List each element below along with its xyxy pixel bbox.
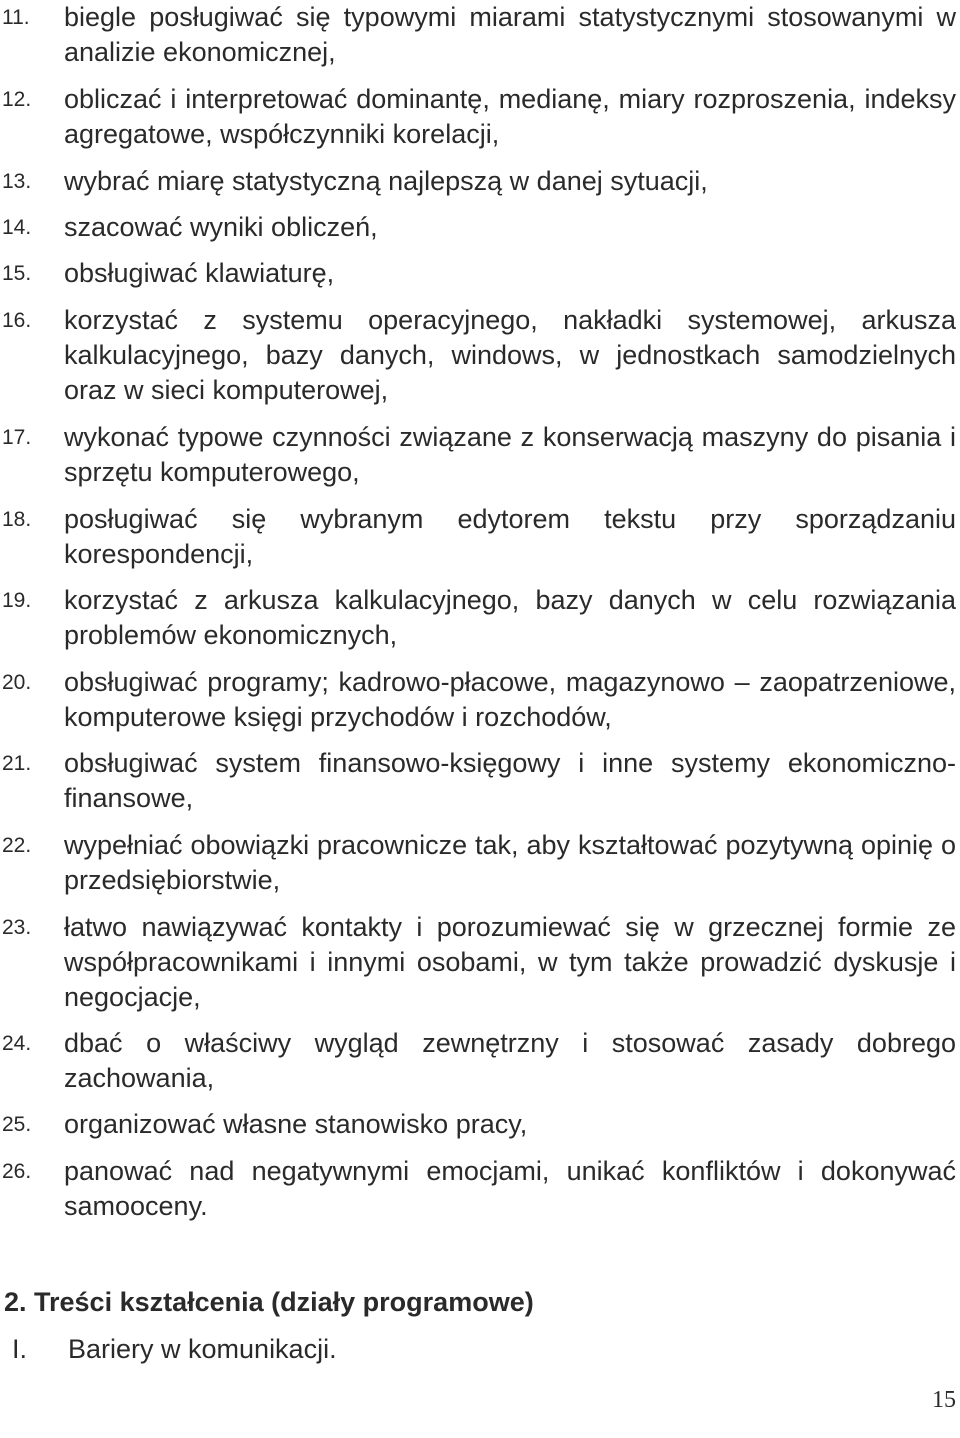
item-number: 13. <box>2 170 32 193</box>
item-number: 20. <box>2 671 32 694</box>
item-number: 19. <box>2 589 32 612</box>
item-text: szacować wyniki obliczeń, <box>64 212 378 242</box>
subsection-item <box>12 1332 337 1367</box>
item-text: dbać o właściwy wygląd zewnętrzny i stosować zasady dobrego zachowania, <box>64 1028 956 1093</box>
item-number: 17. <box>2 426 32 449</box>
item-number: 18. <box>2 508 32 531</box>
item-text: posługiwać się wybranym edytorem tekstu przy sporządzaniu korespondencji, <box>64 504 956 569</box>
item-text: obliczać i interpretować dominantę, medianę, miary rozproszenia, indeksy agregatowe, współczynniki korelacji, <box>64 84 956 149</box>
item-number: 23. <box>2 916 32 939</box>
item-text: wypełniać obowiązki pracownicze tak, aby kształtować pozytywną opinię o przedsiębiorstwie, <box>64 830 956 895</box>
item-number: 12. <box>2 88 32 111</box>
item-text: korzystać z systemu operacyjnego, nakładki systemowej, arkusza kalkulacyjnego, bazy danych, windows, w jednostkach samodzielnych oraz w sieci komputerowej, <box>64 305 956 405</box>
item-number: 22. <box>2 834 32 857</box>
item-number: 15. <box>2 262 32 285</box>
section-heading: 2. Treści kształcenia (działy programowe) <box>4 1287 534 1317</box>
item-number: 16. <box>2 309 32 332</box>
item-number: 24. <box>2 1032 32 1055</box>
item-number: 21. <box>2 752 32 775</box>
item-text: panować nad negatywnymi emocjami, unikać konfliktów i dokonywać samooceny. <box>64 1156 956 1221</box>
item-number: 26. <box>2 1160 32 1183</box>
item-text: organizować własne stanowisko pracy, <box>64 1109 528 1139</box>
item-text: korzystać z arkusza kalkulacyjnego, bazy danych w celu rozwiązania problemów ekonomicznych, <box>64 585 956 650</box>
subsection-marker: I. <box>12 1334 28 1364</box>
subsection-text: Bariery w komunikacji. <box>68 1334 337 1364</box>
item-text: obsługiwać klawiaturę, <box>64 258 335 288</box>
item-text: obsługiwać system finansowo-księgowy i inne systemy ekonomiczno-finansowe, <box>64 748 956 813</box>
item-number: 11. <box>2 6 30 29</box>
item-text: wykonać typowe czynności związane z konserwacją maszyny do pisania i sprzętu komputerowego, <box>64 422 956 487</box>
item-text: obsługiwać programy; kadrowo-płacowe, magazynowo – zaopatrzeniowe, komputerowe księgi przychodów i rozchodów, <box>64 667 956 732</box>
item-number: 14. <box>2 216 32 239</box>
item-text: biegle posługiwać się typowymi miarami statystycznymi stosowanymi w analizie ekonomicznej, <box>64 2 956 67</box>
page-number: 15 <box>932 1387 956 1413</box>
item-text: łatwo nawiązywać kontakty i porozumiewać się w grzecznej formie ze współpracownikami i innymi osobami, w tym także prowadzić dyskusje i negocjacje, <box>64 912 956 1012</box>
item-number: 25. <box>2 1113 32 1136</box>
item-text: wybrać miarę statystyczną najlepszą w danej sytuacji, <box>64 166 708 196</box>
